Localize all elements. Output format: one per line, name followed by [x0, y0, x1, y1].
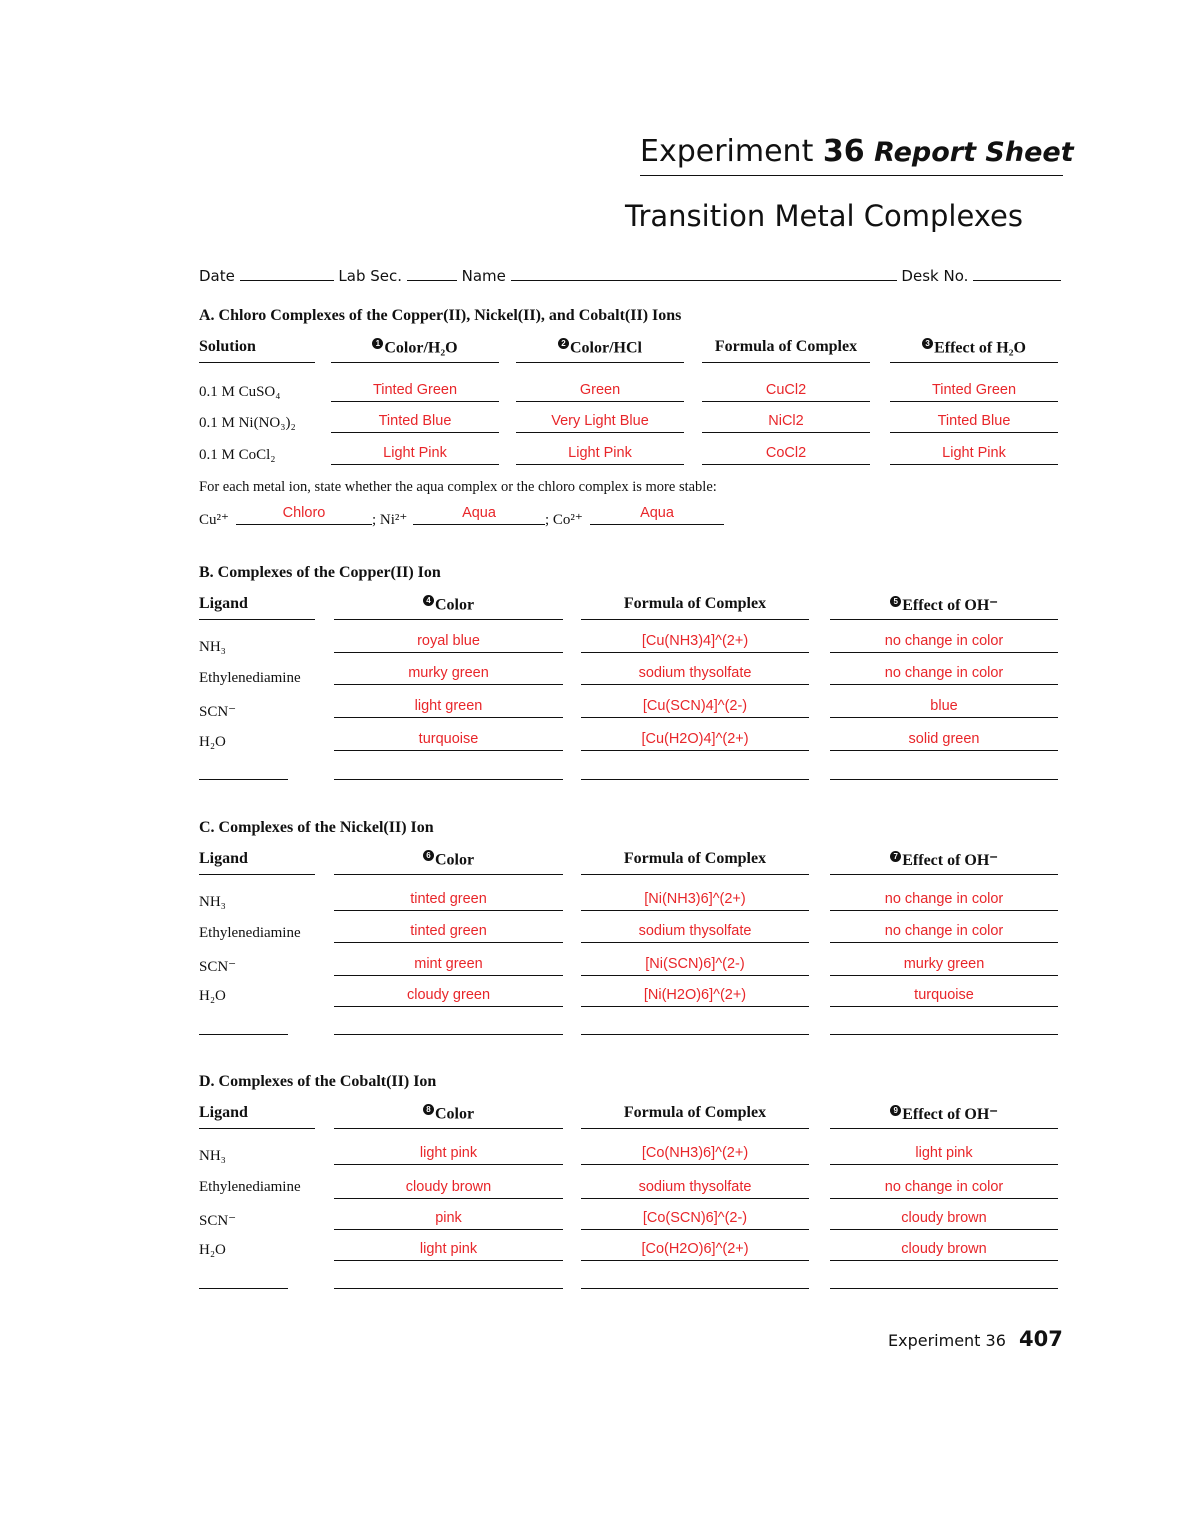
- col-color-hcl: [516, 338, 684, 363]
- circled-number-icon: 3: [922, 338, 933, 349]
- blank-ligand-line[interactable]: [199, 778, 288, 780]
- answer-field[interactable]: cloudy brown: [830, 1240, 1058, 1261]
- col-formula-text: Formula of Complex: [623, 595, 767, 612]
- col-color-text: Color: [434, 596, 475, 614]
- blank-answer-line[interactable]: [830, 1033, 1058, 1035]
- row-label: H₂O: [199, 1242, 226, 1258]
- answer-field[interactable]: murky green: [334, 664, 563, 685]
- desk-no-label: Desk No.: [901, 267, 969, 285]
- row-label: NH₃: [199, 639, 226, 655]
- answer-field[interactable]: [Co(H2O)6]^(2+): [581, 1240, 809, 1261]
- col-effect-oh: [830, 850, 1058, 875]
- col-color: [334, 595, 563, 620]
- stability-co-label: ; Co²⁺: [545, 512, 583, 528]
- section-c-heading: C. Complexes of the Nickel(II) Ion: [199, 819, 434, 836]
- col-color: [334, 1104, 563, 1129]
- row-label: H₂O: [199, 988, 226, 1004]
- answer-field[interactable]: [Co(SCN)6]^(2-): [581, 1209, 809, 1230]
- answer-field[interactable]: turquoise: [334, 730, 563, 751]
- report-title: [640, 134, 1074, 169]
- stability-co-field[interactable]: Aqua: [590, 504, 724, 525]
- row-label: Ethylenediamine: [199, 925, 301, 941]
- answer-field[interactable]: NiCl2: [702, 412, 870, 433]
- answer-field[interactable]: CuCl2: [702, 381, 870, 402]
- answer-field[interactable]: light pink: [334, 1144, 563, 1165]
- blank-answer-line[interactable]: [581, 778, 809, 780]
- answer-field[interactable]: [Cu(SCN)4]^(2-): [581, 697, 809, 718]
- answer-field[interactable]: pink: [334, 1209, 563, 1230]
- stability-ni-label: ; Ni²⁺: [372, 512, 408, 528]
- answer-field[interactable]: no change in color: [830, 1178, 1058, 1199]
- blank-answer-line[interactable]: [581, 1287, 809, 1289]
- row-label: 0.1 M CuSO₄: [199, 384, 281, 400]
- page-number: 407: [1018, 1327, 1063, 1351]
- answer-field[interactable]: cloudy brown: [830, 1209, 1058, 1230]
- footer-label: Experiment 36: [888, 1331, 1006, 1350]
- answer-field[interactable]: [Ni(NH3)6]^(2+): [581, 890, 809, 911]
- answer-field[interactable]: no change in color: [830, 890, 1058, 911]
- page-footer: [888, 1327, 1063, 1351]
- circled-number-icon: 8: [423, 1104, 434, 1115]
- col-color-text: Color: [434, 851, 475, 869]
- stability-cu-label: Cu²⁺: [199, 512, 229, 528]
- row-label: 0.1 M CoCl₂: [199, 447, 276, 463]
- answer-field[interactable]: no change in color: [830, 922, 1058, 943]
- title-suffix: Report Sheet: [874, 137, 1074, 168]
- blank-answer-line[interactable]: [334, 1287, 563, 1289]
- answer-field[interactable]: [Cu(H2O)4]^(2+): [581, 730, 809, 751]
- answer-field[interactable]: sodium thysolfate: [581, 922, 809, 943]
- circled-number-icon: 2: [558, 338, 569, 349]
- answer-field[interactable]: no change in color: [830, 664, 1058, 685]
- answer-field[interactable]: Very Light Blue: [516, 412, 684, 433]
- col-solution-text: Solution: [199, 338, 256, 355]
- answer-field[interactable]: turquoise: [830, 986, 1058, 1007]
- answer-field[interactable]: Light Pink: [890, 444, 1058, 465]
- col-effect-oh-text: Effect of OH⁻: [902, 1106, 998, 1123]
- col-effect-oh-text: Effect of OH⁻: [902, 852, 998, 869]
- circled-number-icon: 4: [423, 595, 434, 606]
- answer-field[interactable]: light pink: [334, 1240, 563, 1261]
- col-formula: [581, 595, 809, 620]
- row-label: NH₃: [199, 1148, 226, 1164]
- col-formula-text: Formula of Complex: [623, 850, 767, 867]
- circled-number-icon: 1: [372, 338, 383, 349]
- answer-field[interactable]: Tinted Blue: [331, 412, 499, 433]
- blank-answer-line[interactable]: [334, 778, 563, 780]
- title-number: 36: [822, 134, 865, 169]
- col-color-h2o: [331, 338, 499, 363]
- blank-ligand-line[interactable]: [199, 1033, 288, 1035]
- answer-field[interactable]: murky green: [830, 955, 1058, 976]
- answer-field[interactable]: cloudy green: [334, 986, 563, 1007]
- row-label: SCN⁻: [199, 959, 237, 975]
- col-formula: [581, 1104, 809, 1129]
- row-label: Ethylenediamine: [199, 670, 301, 686]
- stability-prompt: For each metal ion, state whether the aqua complex or the chloro complex is more stable:: [199, 479, 717, 495]
- blank-answer-line[interactable]: [334, 1033, 563, 1035]
- col-ligand: [199, 1104, 315, 1129]
- section-b-heading: B. Complexes of the Copper(II) Ion: [199, 564, 441, 581]
- col-ligand-text: Ligand: [199, 850, 248, 867]
- answer-field[interactable]: solid green: [830, 730, 1058, 751]
- date-label: Date: [199, 267, 235, 285]
- answer-field[interactable]: tinted green: [334, 922, 563, 943]
- row-label: 0.1 M Ni(NO₃)₂: [199, 415, 296, 431]
- col-color-h2o-text: Color/H₂O: [384, 339, 458, 357]
- section-a-heading: A. Chloro Complexes of the Copper(II), Nickel(II), and Cobalt(II) Ions: [199, 307, 682, 324]
- col-color-hcl-text: Color/HCl: [570, 339, 642, 357]
- answer-field[interactable]: light pink: [830, 1144, 1058, 1165]
- row-label: Ethylenediamine: [199, 1179, 301, 1195]
- answer-field[interactable]: Tinted Green: [331, 381, 499, 402]
- answer-field[interactable]: [Ni(H2O)6]^(2+): [581, 986, 809, 1007]
- col-ligand: [199, 850, 315, 875]
- circled-number-icon: 5: [890, 596, 901, 607]
- date-field[interactable]: [240, 264, 334, 281]
- col-effect-oh: [830, 595, 1058, 620]
- lab-sec-label: Lab Sec.: [338, 267, 403, 285]
- answer-field[interactable]: sodium thysolfate: [581, 1178, 809, 1199]
- answer-field[interactable]: no change in color: [830, 632, 1058, 653]
- name-field[interactable]: [511, 264, 897, 281]
- section-d-heading: D. Complexes of the Cobalt(II) Ion: [199, 1073, 437, 1090]
- answer-field[interactable]: sodium thysolfate: [581, 664, 809, 685]
- answer-field[interactable]: Tinted Green: [890, 381, 1058, 402]
- title-rule: [640, 175, 1063, 176]
- stability-cu-field[interactable]: Chloro: [236, 504, 372, 525]
- col-effect-h2o-text: Effect of H₂O: [934, 339, 1026, 357]
- answer-field[interactable]: mint green: [334, 955, 563, 976]
- page-subtitle: Transition Metal Complexes: [625, 199, 1023, 233]
- col-formula-text: Formula of Complex: [714, 338, 858, 355]
- circled-number-icon: 9: [890, 1105, 901, 1116]
- answer-field[interactable]: royal blue: [334, 632, 563, 653]
- info-line: [199, 264, 1063, 285]
- blank-answer-line[interactable]: [581, 1033, 809, 1035]
- col-ligand-text: Ligand: [199, 1104, 248, 1121]
- col-color: [334, 850, 563, 875]
- circled-number-icon: 7: [890, 851, 901, 862]
- col-effect-oh: [830, 1104, 1058, 1129]
- blank-answer-line[interactable]: [830, 778, 1058, 780]
- name-label: Name: [461, 267, 506, 285]
- desk-no-field[interactable]: [973, 264, 1061, 281]
- answer-field[interactable]: [Co(NH3)6]^(2+): [581, 1144, 809, 1165]
- lab-sec-field[interactable]: [407, 264, 457, 281]
- row-label: SCN⁻: [199, 1213, 237, 1229]
- col-formula: [702, 338, 870, 363]
- circled-number-icon: 6: [423, 850, 434, 861]
- col-ligand: [199, 595, 315, 620]
- answer-field[interactable]: blue: [830, 697, 1058, 718]
- answer-field[interactable]: light green: [334, 697, 563, 718]
- answer-field[interactable]: cloudy brown: [334, 1178, 563, 1199]
- col-effect-oh-text: Effect of OH⁻: [902, 597, 998, 614]
- answer-field[interactable]: Green: [516, 381, 684, 402]
- col-solution: [199, 338, 315, 363]
- col-ligand-text: Ligand: [199, 595, 248, 612]
- title-prefix: Experiment: [640, 134, 823, 169]
- col-effect-h2o: [890, 338, 1058, 363]
- col-color-text: Color: [434, 1105, 475, 1123]
- row-label: SCN⁻: [199, 704, 237, 720]
- stability-ni-field[interactable]: Aqua: [413, 504, 545, 525]
- col-formula-text: Formula of Complex: [623, 1104, 767, 1121]
- answer-field[interactable]: Tinted Blue: [890, 412, 1058, 433]
- answer-field[interactable]: [Cu(NH3)4]^(2+): [581, 632, 809, 653]
- blank-ligand-line[interactable]: [199, 1287, 288, 1289]
- answer-field[interactable]: Light Pink: [516, 444, 684, 465]
- answer-field[interactable]: Light Pink: [331, 444, 499, 465]
- blank-answer-line[interactable]: [830, 1287, 1058, 1289]
- col-formula: [581, 850, 809, 875]
- answer-field[interactable]: CoCl2: [702, 444, 870, 465]
- answer-field[interactable]: tinted green: [334, 890, 563, 911]
- answer-field[interactable]: [Ni(SCN)6]^(2-): [581, 955, 809, 976]
- row-label: NH₃: [199, 894, 226, 910]
- row-label: H₂O: [199, 734, 226, 750]
